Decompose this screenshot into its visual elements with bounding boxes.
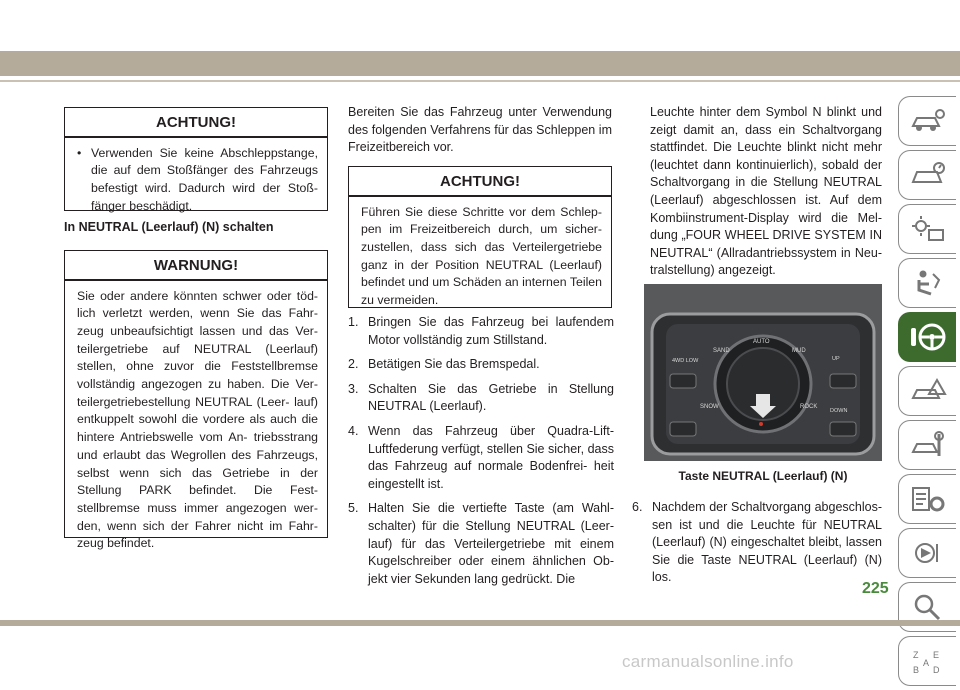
car-service-icon <box>909 430 947 460</box>
list-item: 3. Schalten Sie das Getriebe in Stellung NEUTRAL (Leerlauf). <box>348 381 614 414</box>
tab-car-info[interactable] <box>898 96 956 146</box>
caution-bullet-text: Verwenden Sie keine Abschleppstange, die auf dem Stoßfänger des Fahrzeugs befestigt wird. Dadurch wird der Stoß- fänger beschädigt. <box>91 145 318 213</box>
step-6: 6. Nachdem der Schaltvorgang abgeschlos- sen ist und die Leuchte für NEUTRAL (Leerlauf) (N) eingeschaltet bleibt, lassen Sie die Taste NEUTRAL (Leerlauf) (N) los. <box>632 500 882 585</box>
list-item: 4. Wenn das Fahrzeug über Quadra-Lift- Luftfederung verfügt, stellen Sie sicher, dass das Fahrzeug auf normale Bodenfrei- heit eingestellt ist. <box>348 423 614 491</box>
caution2-title: ACHTUNG! <box>440 173 520 190</box>
steps-list <box>348 314 614 595</box>
header-rule <box>0 80 960 82</box>
search-icon <box>909 592 947 622</box>
tab-dashboard[interactable] <box>898 150 956 200</box>
specs-gear-icon <box>909 484 947 514</box>
dashboard-icon <box>909 160 947 190</box>
intro-text: Bereiten Sie das Fahrzeug unter Verwendung des folgenden Verfahrens für das Schleppen im Freizeitbereich vor. <box>348 105 612 155</box>
figure-caption: Taste NEUTRAL (Leerlauf) (N) <box>678 469 848 483</box>
tab-specifications[interactable] <box>898 474 956 524</box>
airbag-seat-icon <box>909 268 947 298</box>
warning-box <box>64 250 328 551</box>
warning-title: WARNUNG! <box>153 257 239 274</box>
tab-multimedia[interactable] <box>898 528 956 578</box>
tab-service[interactable] <box>898 420 956 470</box>
list-item: 1. Bringen Sie das Fahrzeug bei laufendem Motor vollständig zum Stillstand. <box>348 315 614 347</box>
section-heading: In NEUTRAL (Leerlauf) (N) schalten <box>64 220 274 234</box>
svg-text:B: B <box>912 665 919 675</box>
car-info-icon <box>909 106 947 136</box>
svg-text:SNOW: SNOW <box>700 404 719 410</box>
tab-safety[interactable] <box>898 258 956 308</box>
svg-text:D: D <box>932 665 939 675</box>
caution-box <box>64 107 328 211</box>
tab-index[interactable] <box>898 636 956 686</box>
svg-text:DOWN: DOWN <box>830 408 848 414</box>
multimedia-icon <box>909 538 947 568</box>
caution-title: ACHTUNG! <box>156 114 236 131</box>
svg-text:SAND: SAND <box>713 348 730 354</box>
list-item: 2. Betätigen Sie das Bremspedal. <box>348 357 540 372</box>
selector-photo <box>644 284 882 461</box>
terrain-selector-illustration <box>644 284 882 461</box>
svg-text:Z: Z <box>912 650 918 660</box>
header-band <box>0 51 960 76</box>
tab-warning-lights[interactable] <box>898 204 956 254</box>
caution2-text: Führen Sie diese Schritte vor dem Schlep- pen im Freizeitbereich durch, um sicher- zustellen, dass sich das Verteilergetriebe ganz in der Position NEUTRAL (Leerlauf) befindet und um Schäden an internen Teilen zu vermeiden. <box>361 204 602 308</box>
index-icon <box>909 646 947 676</box>
continuation-text: Leuchte hinter dem Symbol N blinkt und zeigt damit an, dass ein Schaltvorgang stattfindet. Die Leuchte blinkt nicht mehr (leuchtet dann kontinuierlich), sobald der Schaltvorgang in die Stellung NEUTRAL (Leerlauf) abgeschlossen ist. Auf dem Kombiinstrument-Display wird die Mel- dung „FOUR WHEEL DRIVE SYSTEM IN NEUTRAL“ (Allradantriebssystem in Neu- tralstellung) angezeigt. <box>650 105 882 278</box>
svg-text:A: A <box>922 658 929 668</box>
svg-text:4WD LOW: 4WD LOW <box>672 358 699 364</box>
svg-text:E: E <box>932 650 939 660</box>
svg-text:UP: UP <box>832 356 840 362</box>
steering-wheel-icon <box>908 320 948 354</box>
roadside-warning-icon <box>909 376 947 406</box>
bullet-icon: • <box>77 145 82 160</box>
tab-emergency[interactable] <box>898 366 956 416</box>
svg-text:AUTO: AUTO <box>753 339 770 345</box>
page-number: 225 <box>862 580 889 597</box>
caution-bullet <box>77 145 318 216</box>
list-item: 5. Halten Sie die vertiefte Taste (am Wahl- schalter) für die Stellung NEUTRAL (Leer- lauf) für das Verteilergetriebe mit einem Kugelschreiber oder einem ähnlichen Ob- jekt vier Sekunden lang gedrückt. Die <box>348 501 614 586</box>
svg-text:ROCK: ROCK <box>800 404 818 410</box>
footer-band <box>0 620 960 626</box>
warning-text: Sie oder andere könnten schwer oder töd- lich verletzt werden, wenn Sie das Fahr- zeug unbeaufsichtigt lassen und das Ver- teilergetriebe auf NEUTRAL (Leerlauf) stellen, ohne zuvor die Feststellbremse vollständig angezogen zu haben. Die Ver- teilergetriebestellung NEUTRAL (Leer- lauf) entkuppelt sowohl die vordere als auch die hintere Antriebswelle vom An- triebsstrang und erlaubt das Wegrollen des Fahrzeugs, selbst wenn sich das Getriebe in der Stellung PARK befindet. Die Fest- stellbremse muss immer angezogen wer- den, wenn sich der Fahrer nicht im Fahr- zeug befindet. <box>77 288 318 551</box>
warning-light-icon <box>909 214 947 244</box>
watermark: carmanualsonline.info <box>622 652 794 671</box>
tab-driving[interactable] <box>898 312 956 362</box>
chapter-tabs <box>898 96 960 690</box>
caution-box-2 <box>348 166 612 308</box>
svg-text:MUD: MUD <box>792 348 806 354</box>
